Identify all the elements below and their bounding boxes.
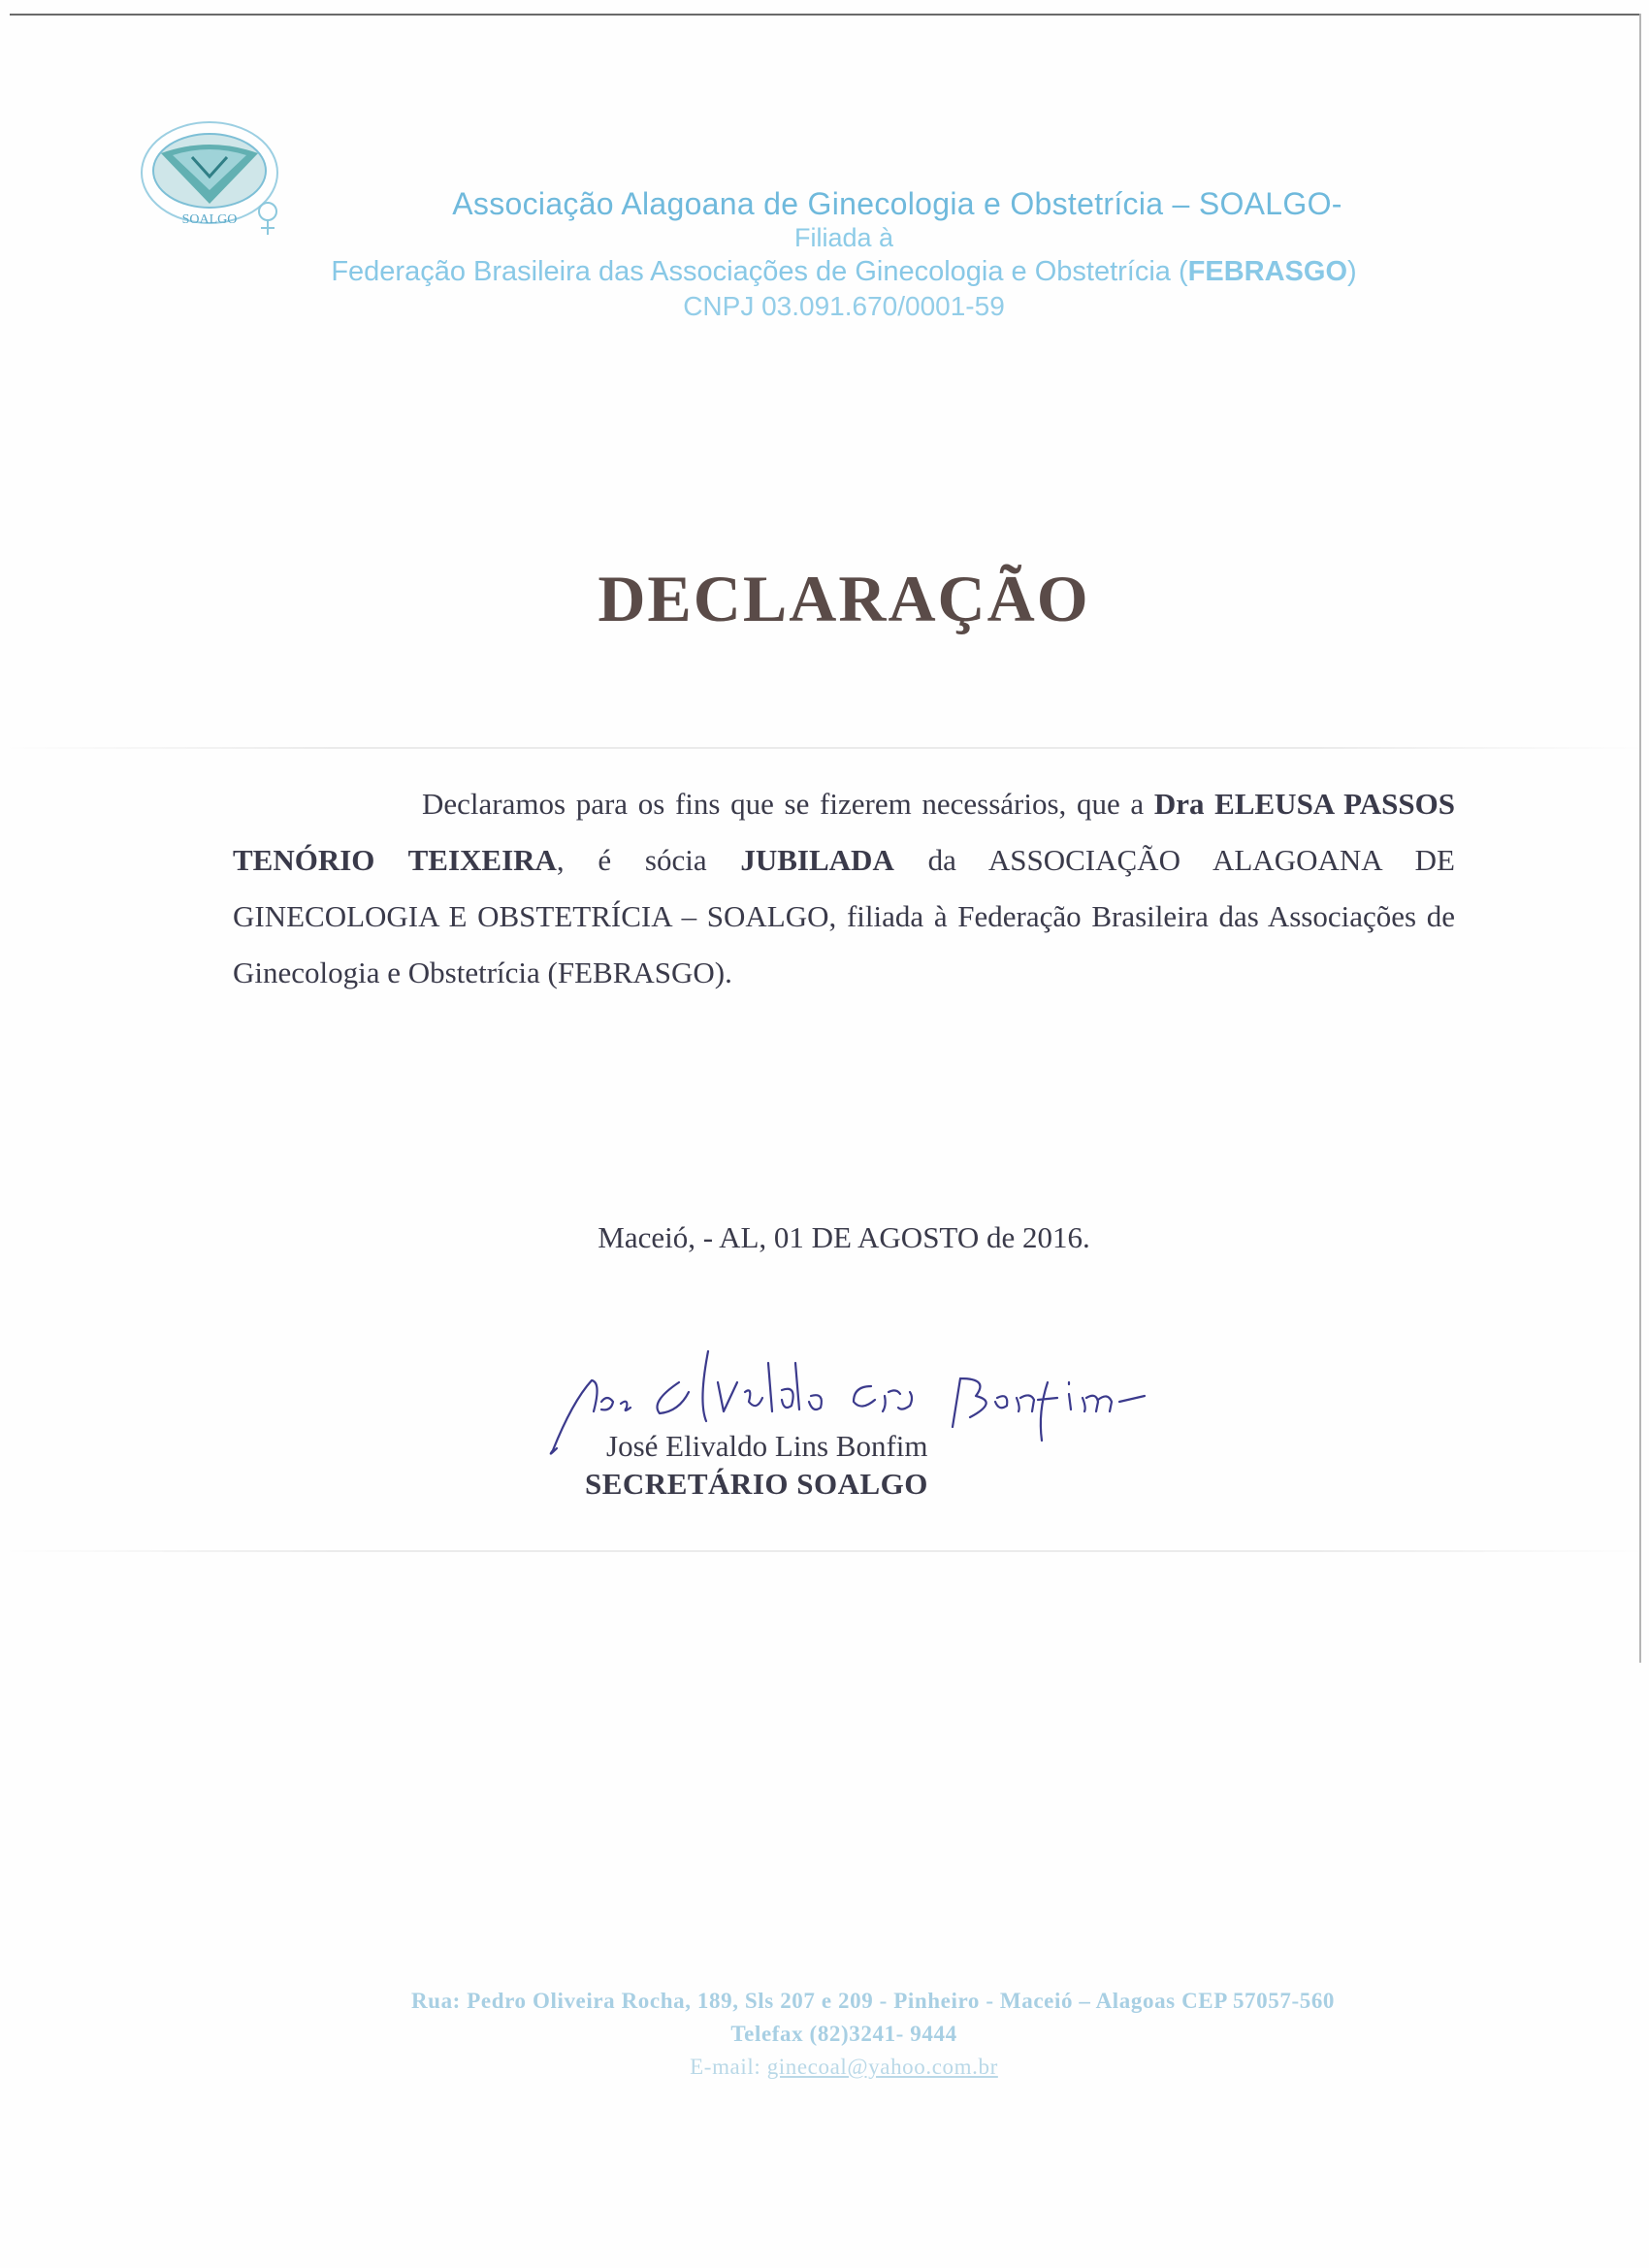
place-date: Maceió, - AL, 01 DE AGOSTO de 2016. (598, 1220, 1090, 1254)
footer-email-line (233, 2051, 1455, 2084)
document-title: DECLARAÇÃO (598, 562, 1090, 635)
signer-role: SECRETÁRIO SOALGO (585, 1467, 928, 1501)
paper-fold-line (0, 1550, 1649, 1552)
federation-name (233, 253, 1455, 290)
federation-acronym: FEBRASGO (1187, 256, 1347, 287)
signer-name: José Elivaldo Lins Bonfim (606, 1429, 928, 1463)
body-rest: da ASSOCIAÇÃO ALAGOANA DE GINECOLOGIA E OBSTETRÍCIA – SOALGO, filiada à Federação Brasileira das Associações de Ginecologia e Obstetrícia (FEBRASGO). (233, 843, 1455, 989)
footer-address: Rua: Pedro Oliveira Rocha, 189, Sls 207 e 209 - Pinheiro - Maceió – Alagoas CEP 57057-560 (410, 1989, 1336, 2013)
declaration-paragraph (233, 776, 1455, 1001)
footer-email-link[interactable]: ginecoal@yahoo.com.br (766, 2055, 998, 2079)
association-name: Associação Alagoana de Ginecologia e Obstetrícia – SOALGO- (452, 186, 1342, 221)
footer-email-label: E-mail: (690, 2055, 767, 2079)
scan-edge-top (10, 14, 1639, 16)
member-name: Dra ELEUSA PASSOS TENÓRIO TEIXEIRA (233, 787, 1456, 877)
paper-fold-line (0, 747, 1649, 749)
body-connector: , é sócia (556, 843, 741, 877)
logo-text: SOALGO (181, 212, 238, 227)
scan-edge-right (1639, 14, 1641, 1663)
letterhead-footer (233, 1985, 1455, 2084)
cnpj-number: CNPJ 03.091.670/0001-59 (683, 291, 1005, 321)
federation-name-text: Federação Brasileira das Associações de Ginecologia e Obstetrícia ( (331, 256, 1188, 287)
federation-close: ) (1347, 256, 1357, 287)
letterhead (233, 186, 1455, 323)
affiliation-label: Filiada à (793, 223, 894, 252)
body-intro: Declaramos para os fins que se fizerem necessários, que a (422, 787, 1154, 821)
member-status: JUBILADA (740, 843, 894, 877)
footer-phone: Telefax (82)3241- 9444 (730, 2022, 957, 2046)
